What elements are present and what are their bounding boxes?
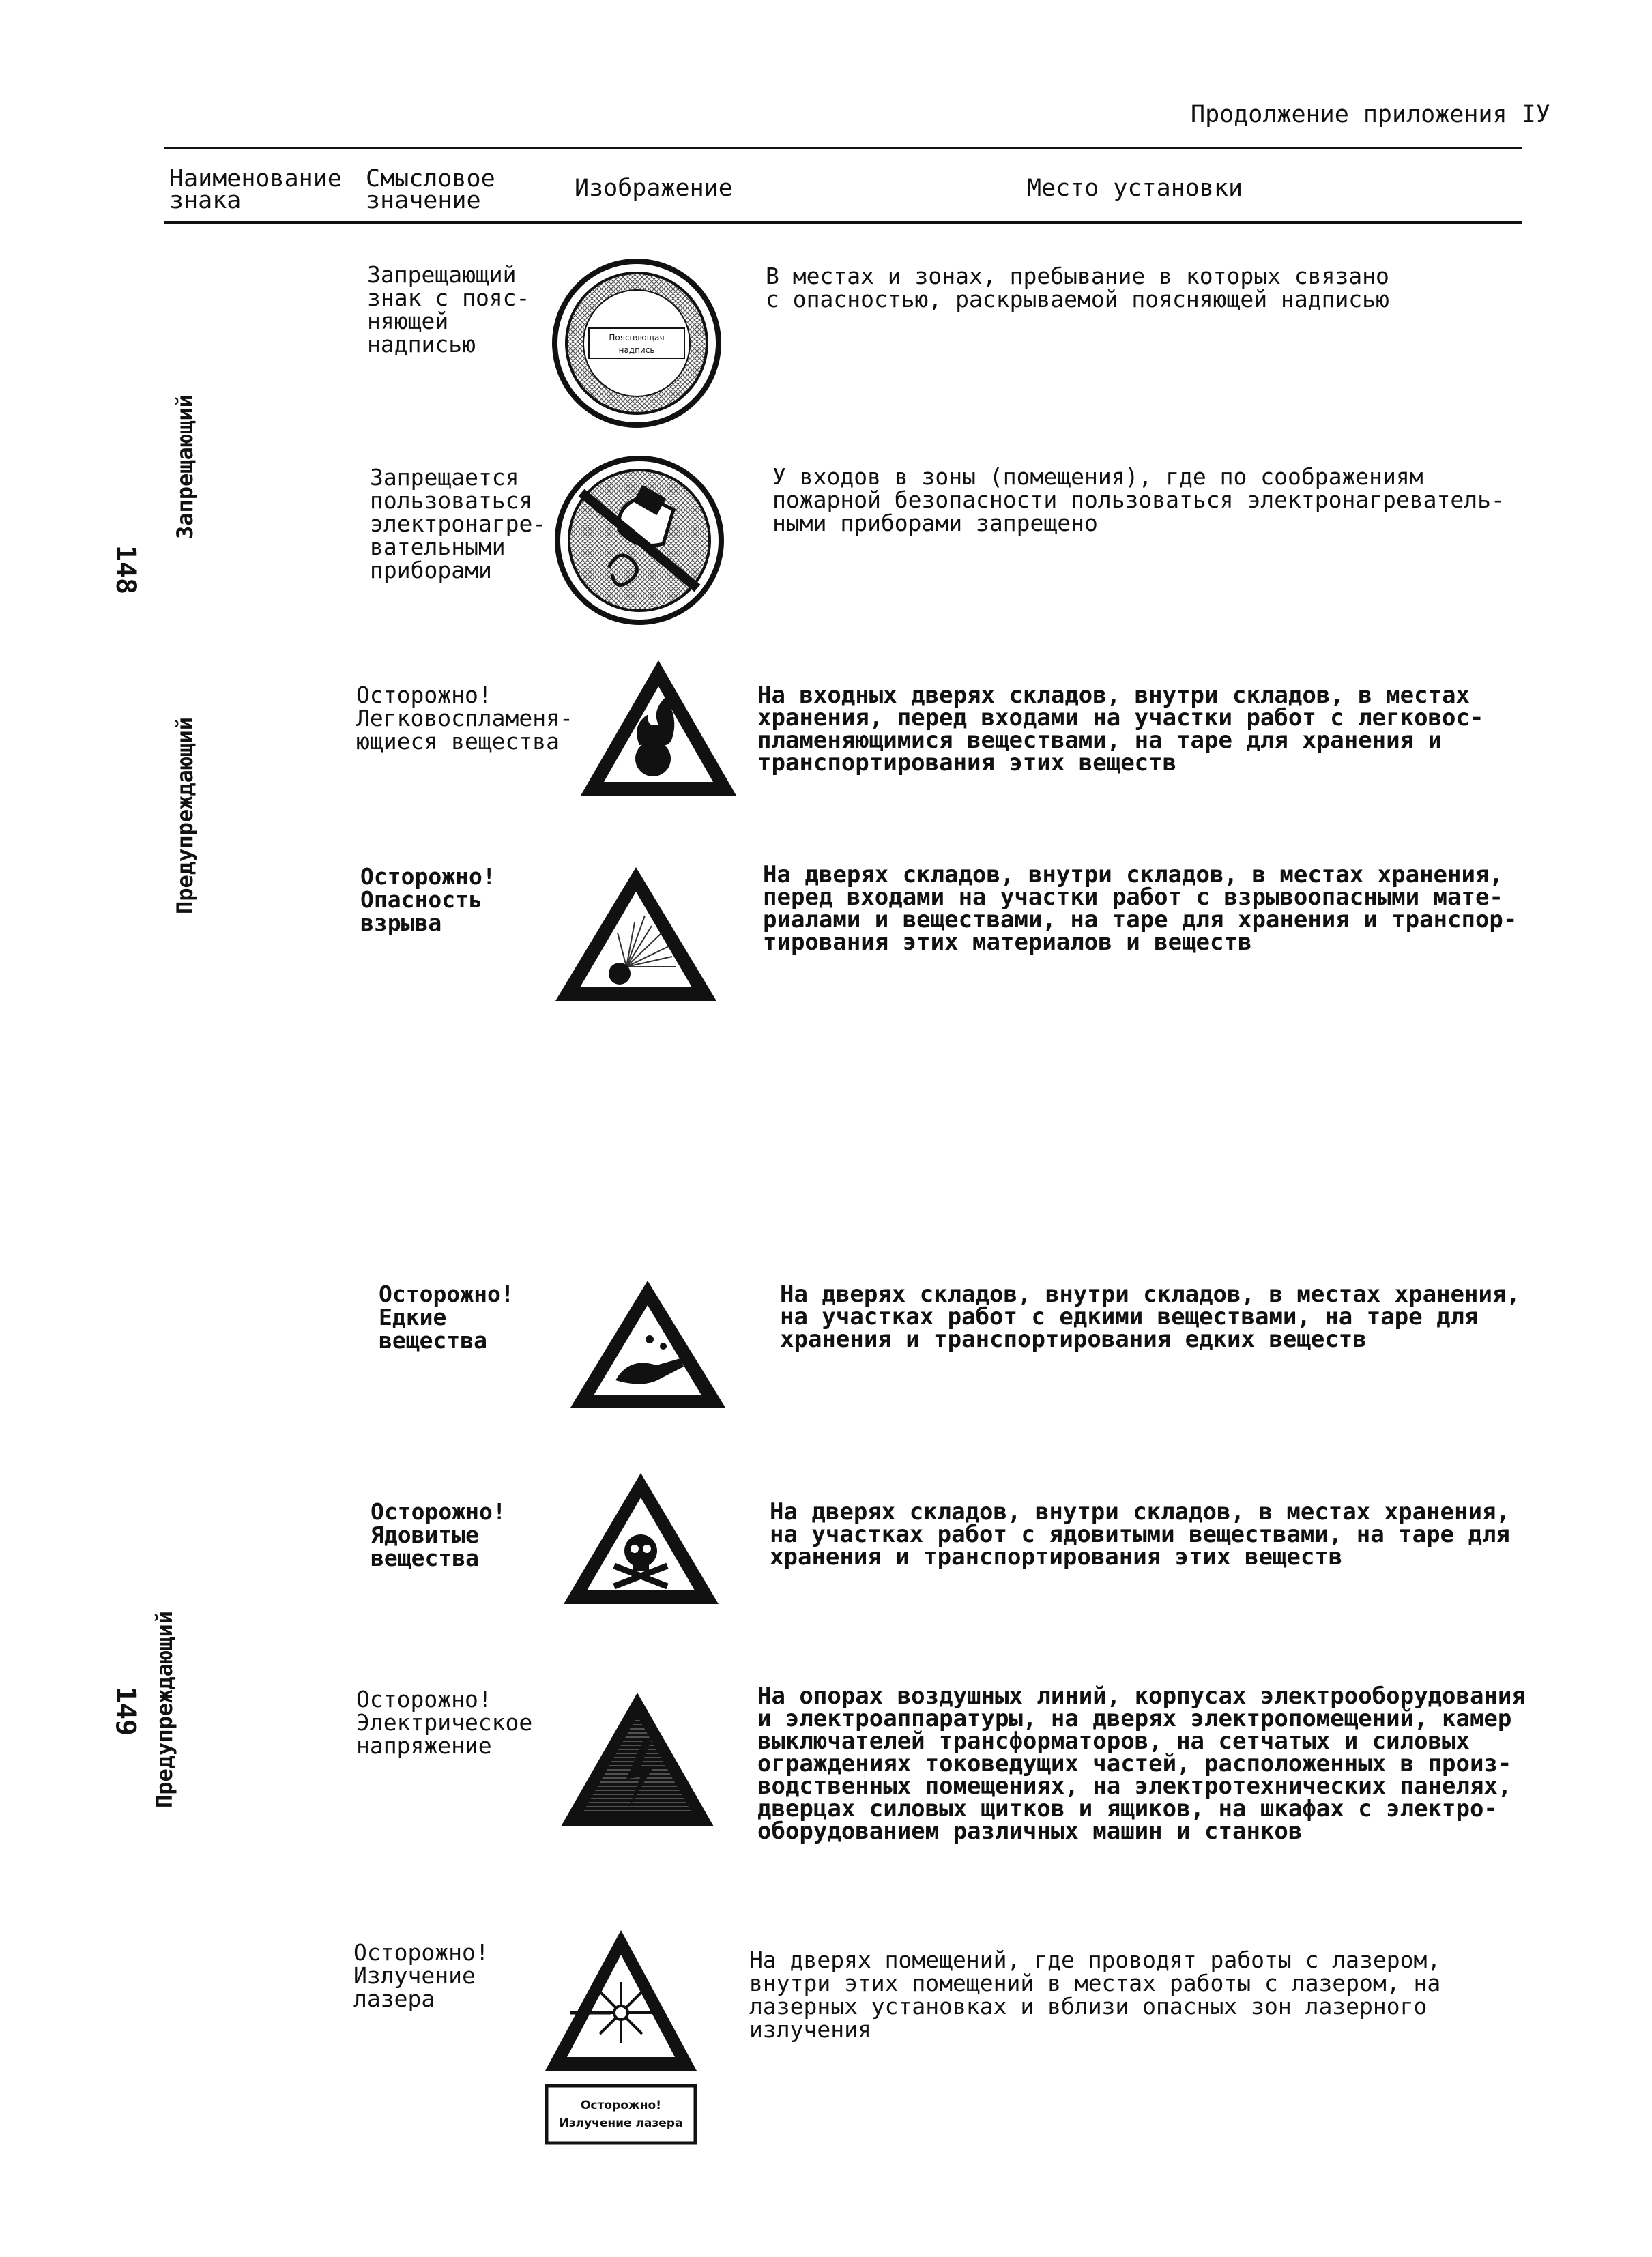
row-4-meaning: Осторожно! Опасность взрыва [360, 863, 496, 936]
row-5-place: На дверях складов, внутри складов, в местах хранения, на участках работ с едкими веществами, на таре для хранения и транспортирования едких веществ [780, 1281, 1520, 1353]
laser-plate-line-1: Осторожно! [580, 2099, 662, 2112]
warning-corrosive-sign [568, 1278, 728, 1411]
col-header-place: Место установки [1027, 175, 1243, 202]
prohibition-heater-sign [554, 455, 725, 626]
row-6-place: На дверях складов, внутри складов, в местах хранения, на участках работ с ядовитыми веществами, на таре для хранения и транспортирования этих веществ [770, 1498, 1510, 1571]
row-4-place: На дверях складов, внутри складов, в местах хранения, перед входами на участки работ с взрывоопасными мате- риалами и веществами, на таре для хранения и транспор- тирования этих материалов и веществ [763, 861, 1518, 956]
group-label-prohibiting: Запрещающий [172, 394, 198, 539]
group-label-warning-bottom: Предупреждающий [151, 1611, 177, 1808]
group-label-warning-top: Предупреждающий [172, 717, 198, 914]
warning-electric-sign [558, 1690, 716, 1830]
continuation-title: Продолжение приложения IУ [1191, 101, 1550, 128]
header-bottom-rule [164, 221, 1522, 224]
row-1-place: В местах и зонах, пребывание в которых связано с опасностью, раскрываемой поясняющей надписью [766, 263, 1389, 312]
header-top-rule [164, 147, 1522, 149]
row-8-meaning: Осторожно! Излучение лазера [353, 1939, 489, 2012]
sign-text-line-2: надпись [618, 345, 655, 355]
warning-toxic-sign [561, 1470, 721, 1607]
laser-plate-line-2: Излучение лазера [559, 2116, 683, 2130]
row-1-meaning: Запрещающий знак с пояс- няющей надписью [367, 261, 530, 358]
warning-explosion-sign [553, 864, 720, 1004]
row-3-meaning: Осторожно! Легковоспламеня- ющиеся вещества [356, 682, 573, 755]
warning-laser-sign [542, 1927, 699, 2146]
row-2-place: У входов в зоны (помещения), где по соображениям пожарной безопасности пользоваться электронагреватель- ными приборами запрещено [772, 463, 1505, 536]
page-number-149: 149 [110, 1686, 142, 1736]
prohibition-text-sign [551, 258, 722, 428]
row-7-place: На опорах воздушных линий, корпусах электрооборудования и электроаппаратуры, на дверях электропомещений, камер выключателей трансформаторов, на сетчатых и силовых ограждениях токоведущих частей, расположенных в произ- водственных помещениях, на электротехнических панелях, дверцах силовых щитков и ящиков, на шкафах с электро- оборудованием различных машин и станков [757, 1683, 1526, 1845]
row-8-place: На дверях помещений, где проводят работы с лазером, внутри этих помещений в местах работы с лазером, на лазерных установках и вблизи опасных зон лазерного излучения [749, 1947, 1441, 2043]
col-header-image: Изображение [575, 175, 733, 202]
page-number-148: 148 [110, 544, 142, 595]
row-7-meaning: Осторожно! Электрическое напряжение [356, 1686, 533, 1759]
col-header-meaning: Смысловое значение [366, 165, 495, 214]
sign-text-line-1: Поясняющая [609, 333, 665, 343]
warning-flammable-sign [577, 656, 740, 800]
col-header-name: Наименование знака [169, 165, 342, 214]
row-6-meaning: Осторожно! Ядовитые вещества [371, 1498, 506, 1571]
row-2-meaning: Запрещается пользоваться электронагре- вательными приборами [370, 464, 547, 583]
row-5-meaning: Осторожно! Едкие вещества [379, 1281, 515, 1354]
row-3-place: На входных дверях складов, внутри складов, в местах хранения, перед входами на участки работ с легковос- пламеняющимися веществами, на таре для хранения и транспортирования этих веществ [757, 682, 1484, 776]
